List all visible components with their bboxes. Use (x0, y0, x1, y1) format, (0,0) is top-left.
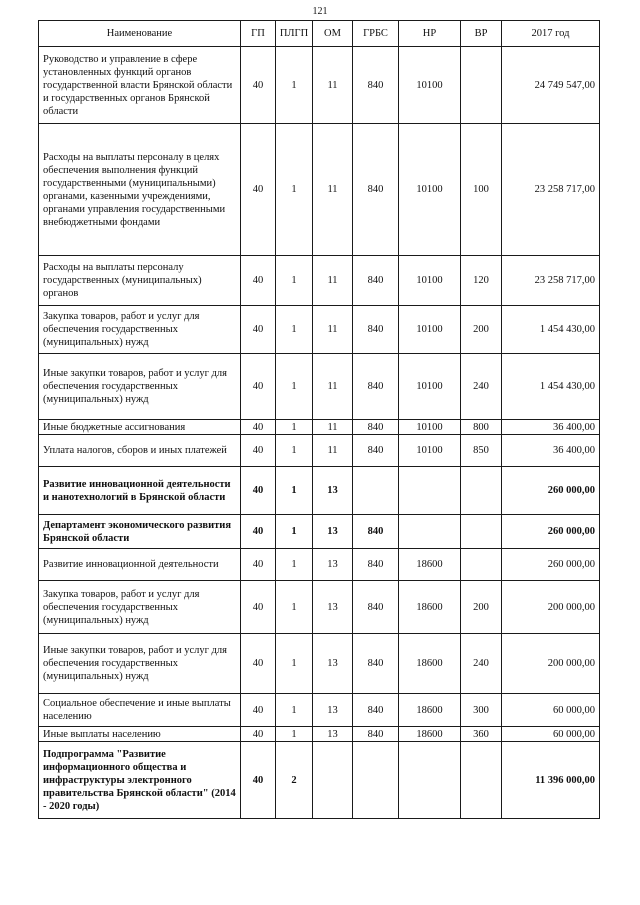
table-row (39, 467, 600, 515)
row-amount: 200 000,00 (502, 634, 600, 694)
row-vr: 850 (461, 435, 502, 467)
table-row (39, 634, 600, 694)
row-gp: 40 (241, 256, 276, 306)
table-row (39, 256, 600, 306)
row-gp: 40 (241, 306, 276, 354)
header-gp: ГП (241, 21, 276, 47)
row-name: Иные закупки товаров, работ и услуг для обеспечения государственных (муниципальных) нужд (39, 634, 241, 694)
row-gp: 40 (241, 727, 276, 742)
row-om: 13 (313, 515, 353, 549)
table-row (39, 124, 600, 256)
header-plgp: ПЛГП (276, 21, 313, 47)
row-plgp: 1 (276, 581, 313, 634)
row-name: Закупка товаров, работ и услуг для обеспечения государственных (муниципальных) нужд (39, 306, 241, 354)
row-grbs: 840 (353, 515, 399, 549)
row-grbs: 840 (353, 549, 399, 581)
table-row (39, 306, 600, 354)
row-vr: 300 (461, 694, 502, 727)
row-amount: 24 749 547,00 (502, 47, 600, 124)
row-plgp: 1 (276, 515, 313, 549)
row-gp: 40 (241, 124, 276, 256)
row-plgp: 1 (276, 354, 313, 420)
row-om: 11 (313, 47, 353, 124)
row-np: 10100 (399, 420, 461, 435)
row-name: Иные выплаты населению (39, 727, 241, 742)
row-om (313, 742, 353, 819)
row-vr: 200 (461, 306, 502, 354)
row-vr: 240 (461, 634, 502, 694)
row-gp: 40 (241, 515, 276, 549)
row-amount: 36 400,00 (502, 435, 600, 467)
row-name: Иные бюджетные ассигнования (39, 420, 241, 435)
row-np: 10100 (399, 435, 461, 467)
row-om: 11 (313, 420, 353, 435)
table-row (39, 47, 600, 124)
row-plgp: 1 (276, 47, 313, 124)
row-np (399, 742, 461, 819)
row-np: 10100 (399, 47, 461, 124)
row-om: 11 (313, 124, 353, 256)
table-row (39, 727, 600, 742)
row-np: 10100 (399, 306, 461, 354)
row-plgp: 1 (276, 467, 313, 515)
row-vr: 360 (461, 727, 502, 742)
row-np (399, 515, 461, 549)
row-grbs: 840 (353, 694, 399, 727)
row-om: 11 (313, 256, 353, 306)
row-grbs: 840 (353, 354, 399, 420)
row-amount: 200 000,00 (502, 581, 600, 634)
row-np: 18600 (399, 727, 461, 742)
row-gp: 40 (241, 549, 276, 581)
row-amount: 260 000,00 (502, 549, 600, 581)
row-om: 13 (313, 581, 353, 634)
row-plgp: 2 (276, 742, 313, 819)
row-plgp: 1 (276, 435, 313, 467)
row-name: Департамент экономического развития Брянской области (39, 515, 241, 549)
row-grbs: 840 (353, 306, 399, 354)
row-amount: 23 258 717,00 (502, 124, 600, 256)
row-vr (461, 47, 502, 124)
row-om: 13 (313, 467, 353, 515)
table-row (39, 354, 600, 420)
row-amount: 260 000,00 (502, 515, 600, 549)
row-grbs: 840 (353, 581, 399, 634)
row-plgp: 1 (276, 549, 313, 581)
row-name: Развитие инновационной деятельности (39, 549, 241, 581)
table-row (39, 435, 600, 467)
header-grbs: ГРБС (353, 21, 399, 47)
header-year: 2017 год (502, 21, 600, 47)
row-np: 18600 (399, 694, 461, 727)
row-name: Закупка товаров, работ и услуг для обеспечения государственных (муниципальных) нужд (39, 581, 241, 634)
row-vr: 200 (461, 581, 502, 634)
row-om: 13 (313, 549, 353, 581)
header-vr: ВР (461, 21, 502, 47)
row-vr: 120 (461, 256, 502, 306)
table-row (39, 420, 600, 435)
row-amount: 23 258 717,00 (502, 256, 600, 306)
row-gp: 40 (241, 467, 276, 515)
row-np: 18600 (399, 549, 461, 581)
header-np: НР (399, 21, 461, 47)
row-gp: 40 (241, 694, 276, 727)
row-np: 10100 (399, 256, 461, 306)
row-vr: 240 (461, 354, 502, 420)
page-number: 121 (312, 6, 328, 17)
row-amount: 11 396 000,00 (502, 742, 600, 819)
row-amount: 36 400,00 (502, 420, 600, 435)
row-gp: 40 (241, 634, 276, 694)
row-vr (461, 515, 502, 549)
row-vr (461, 549, 502, 581)
row-vr: 800 (461, 420, 502, 435)
row-om: 13 (313, 727, 353, 742)
row-grbs: 840 (353, 256, 399, 306)
row-vr (461, 467, 502, 515)
row-name: Развитие инновационной деятельности и нанотехнологий в Брянской области (39, 467, 241, 515)
row-plgp: 1 (276, 306, 313, 354)
row-om: 13 (313, 634, 353, 694)
row-gp: 40 (241, 47, 276, 124)
table-row (39, 694, 600, 727)
row-grbs: 840 (353, 47, 399, 124)
row-plgp: 1 (276, 634, 313, 694)
row-np: 10100 (399, 124, 461, 256)
row-amount: 60 000,00 (502, 694, 600, 727)
table-row (39, 742, 600, 819)
row-gp: 40 (241, 435, 276, 467)
row-amount: 260 000,00 (502, 467, 600, 515)
row-plgp: 1 (276, 420, 313, 435)
table-row (39, 549, 600, 581)
row-name: Социальное обеспечение и иные выплаты населению (39, 694, 241, 727)
row-name: Руководство и управление в сфере установленных функций органов государственной власти Брянской области и государственных органов Брянской области (39, 47, 241, 124)
row-om: 11 (313, 435, 353, 467)
row-plgp: 1 (276, 256, 313, 306)
row-grbs: 840 (353, 634, 399, 694)
row-gp: 40 (241, 742, 276, 819)
row-grbs: 840 (353, 124, 399, 256)
row-om: 13 (313, 694, 353, 727)
row-name: Уплата налогов, сборов и иных платежей (39, 435, 241, 467)
row-np: 18600 (399, 634, 461, 694)
row-grbs: 840 (353, 420, 399, 435)
row-plgp: 1 (276, 694, 313, 727)
row-gp: 40 (241, 420, 276, 435)
table-header-row (39, 21, 600, 47)
row-np (399, 467, 461, 515)
row-name: Иные закупки товаров, работ и услуг для обеспечения государственных (муниципальных) нужд (39, 354, 241, 420)
row-vr (461, 742, 502, 819)
row-amount: 1 454 430,00 (502, 306, 600, 354)
row-gp: 40 (241, 354, 276, 420)
row-plgp: 1 (276, 727, 313, 742)
row-grbs (353, 742, 399, 819)
row-name: Подпрограмма "Развитие информационного общества и инфраструктуры электронного правительства Брянской области" (2014 - 2020 годы) (39, 742, 241, 819)
row-amount: 60 000,00 (502, 727, 600, 742)
row-om: 11 (313, 306, 353, 354)
row-name: Расходы на выплаты персоналу государственных (муниципальных) органов (39, 256, 241, 306)
header-name: Наименование (39, 21, 241, 47)
budget-table (38, 20, 600, 819)
row-grbs (353, 467, 399, 515)
row-name: Расходы на выплаты персоналу в целях обеспечения выполнения функций государственными (муниципальными) органами, казенными учреждениями, органами управления государственными внебюджетными фондами (39, 124, 241, 256)
table-row (39, 515, 600, 549)
header-om: ОМ (313, 21, 353, 47)
row-om: 11 (313, 354, 353, 420)
row-grbs: 840 (353, 727, 399, 742)
row-amount: 1 454 430,00 (502, 354, 600, 420)
row-gp: 40 (241, 581, 276, 634)
row-np: 10100 (399, 354, 461, 420)
row-plgp: 1 (276, 124, 313, 256)
row-np: 18600 (399, 581, 461, 634)
row-grbs: 840 (353, 435, 399, 467)
row-vr: 100 (461, 124, 502, 256)
table-row (39, 581, 600, 634)
